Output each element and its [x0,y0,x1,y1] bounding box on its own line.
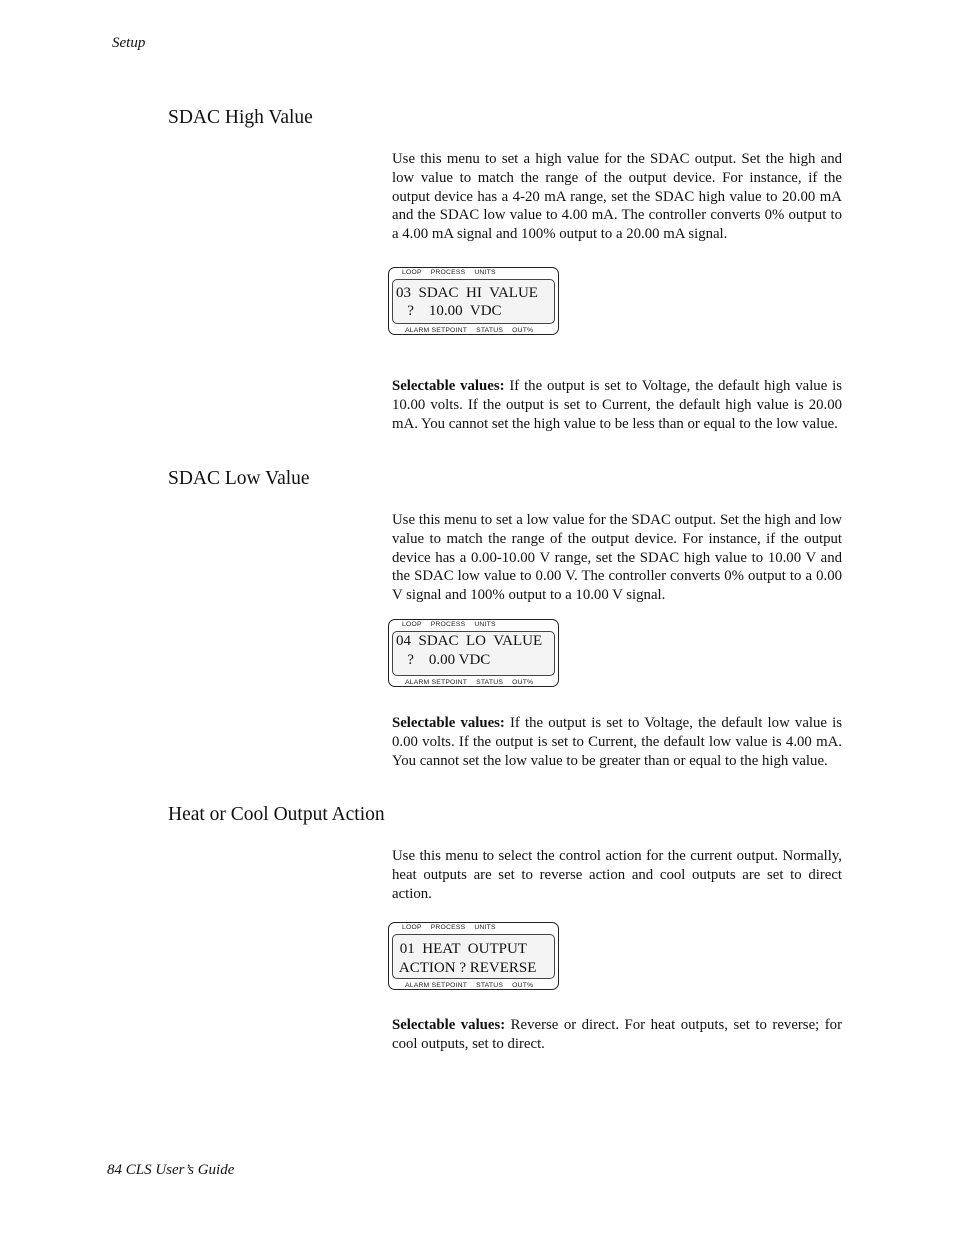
lcd-label-alarm-setpoint: ALARM SETPOINT [405,982,468,989]
lcd-line-1: 01 HEAT OUTPUT [396,941,527,957]
output-action-lcd-display [388,922,559,990]
selectable-values-text: Reverse or direct. For heat outputs, set to reverse; for cool outputs, set to direct. [392,1017,842,1052]
running-header: Setup [112,35,146,51]
lcd-label-process: PROCESS [430,621,466,628]
selectable-values-text: If the output is set to Voltage, the default high value is 10.00 volts. If the output is set to Current, the default high value is 20.00 mA. You cannot set the high value to be less than or equal to the low value. [392,378,842,432]
lcd-label-loop: LOOP [402,269,422,276]
lcd-bottom-labels [405,982,542,989]
lcd-bottom-labels [405,679,542,686]
sdac-low-lcd-display [388,619,559,687]
lcd-top-labels [402,621,505,628]
lcd-label-units: UNITS [474,269,496,276]
output-action-intro-paragraph: Use this menu to select the control action for the current output. Normally, heat outputs are set to reverse action and cool outputs are set to direct action. [392,848,842,902]
sdac-high-intro-paragraph: Use this menu to set a high value for the SDAC output. Set the high and low value to match the range of the output device. For instance, if the output device has a 4-20 mA range, set the SDAC high value to 20.00 mA and the SDAC low value to 4.00 mA. The controller converts 0% output to a 4.00 mA signal and 100% output to a 20.00 mA signal. [392,151,842,242]
section-heading-sdac-low-value: SDAC Low Value [168,468,310,489]
lcd-label-status: STATUS [476,679,504,686]
lcd-screen [392,631,555,676]
lcd-label-loop: LOOP [402,621,422,628]
lcd-label-loop: LOOP [402,924,422,931]
lcd-line-2: ? 10.00 VDC [396,303,502,319]
page-footer: 84 CLS User’s Guide [107,1162,235,1178]
lcd-label-out: OUT% [512,982,534,989]
lcd-line-2: ? 0.00 VDC [396,652,491,668]
lcd-line-1: 04 SDAC LO VALUE [396,633,543,649]
selectable-values-label: Selectable values: [392,715,505,731]
lcd-label-alarm-setpoint: ALARM SETPOINT [405,327,468,334]
lcd-top-labels [402,924,505,931]
lcd-label-units: UNITS [474,621,496,628]
lcd-label-alarm-setpoint: ALARM SETPOINT [405,679,468,686]
lcd-label-units: UNITS [474,924,496,931]
lcd-label-status: STATUS [476,982,504,989]
section-heading-output-action: Heat or Cool Output Action [168,804,385,825]
sdac-high-lcd-display [388,267,559,335]
lcd-label-out: OUT% [512,327,534,334]
lcd-label-out: OUT% [512,679,534,686]
sdac-high-selectable-values [392,377,842,433]
lcd-screen [392,279,555,324]
selectable-values-text: If the output is set to Voltage, the default low value is 0.00 volts. If the output is set to Current, the default low value is 4.00 mA. You cannot set the low value to be greater than or equal to the high value. [392,715,842,769]
output-action-selectable-values [392,1016,842,1054]
lcd-bottom-labels [405,327,542,334]
selectable-values-label: Selectable values: [392,378,505,394]
sdac-low-selectable-values [392,714,842,770]
lcd-top-labels [402,269,505,276]
lcd-label-status: STATUS [476,327,504,334]
sdac-low-intro-paragraph: Use this menu to set a low value for the SDAC output. Set the high and low value to match the range of the output device. For instance, if the output device has a 0.00-10.00 V range, set the SDAC high value to 10.00 V and the SDAC low value to 0.00 V. The controller converts 0% output to a 0.00 V signal and 100% output to a 10.00 V signal. [392,512,842,603]
lcd-label-process: PROCESS [430,269,466,276]
lcd-line-1: 03 SDAC HI VALUE [396,285,538,301]
section-heading-sdac-high-value: SDAC High Value [168,107,313,128]
lcd-line-2: ACTION ? REVERSE [396,960,537,976]
lcd-label-process: PROCESS [430,924,466,931]
lcd-screen [392,934,555,979]
selectable-values-label: Selectable values: [392,1017,506,1033]
